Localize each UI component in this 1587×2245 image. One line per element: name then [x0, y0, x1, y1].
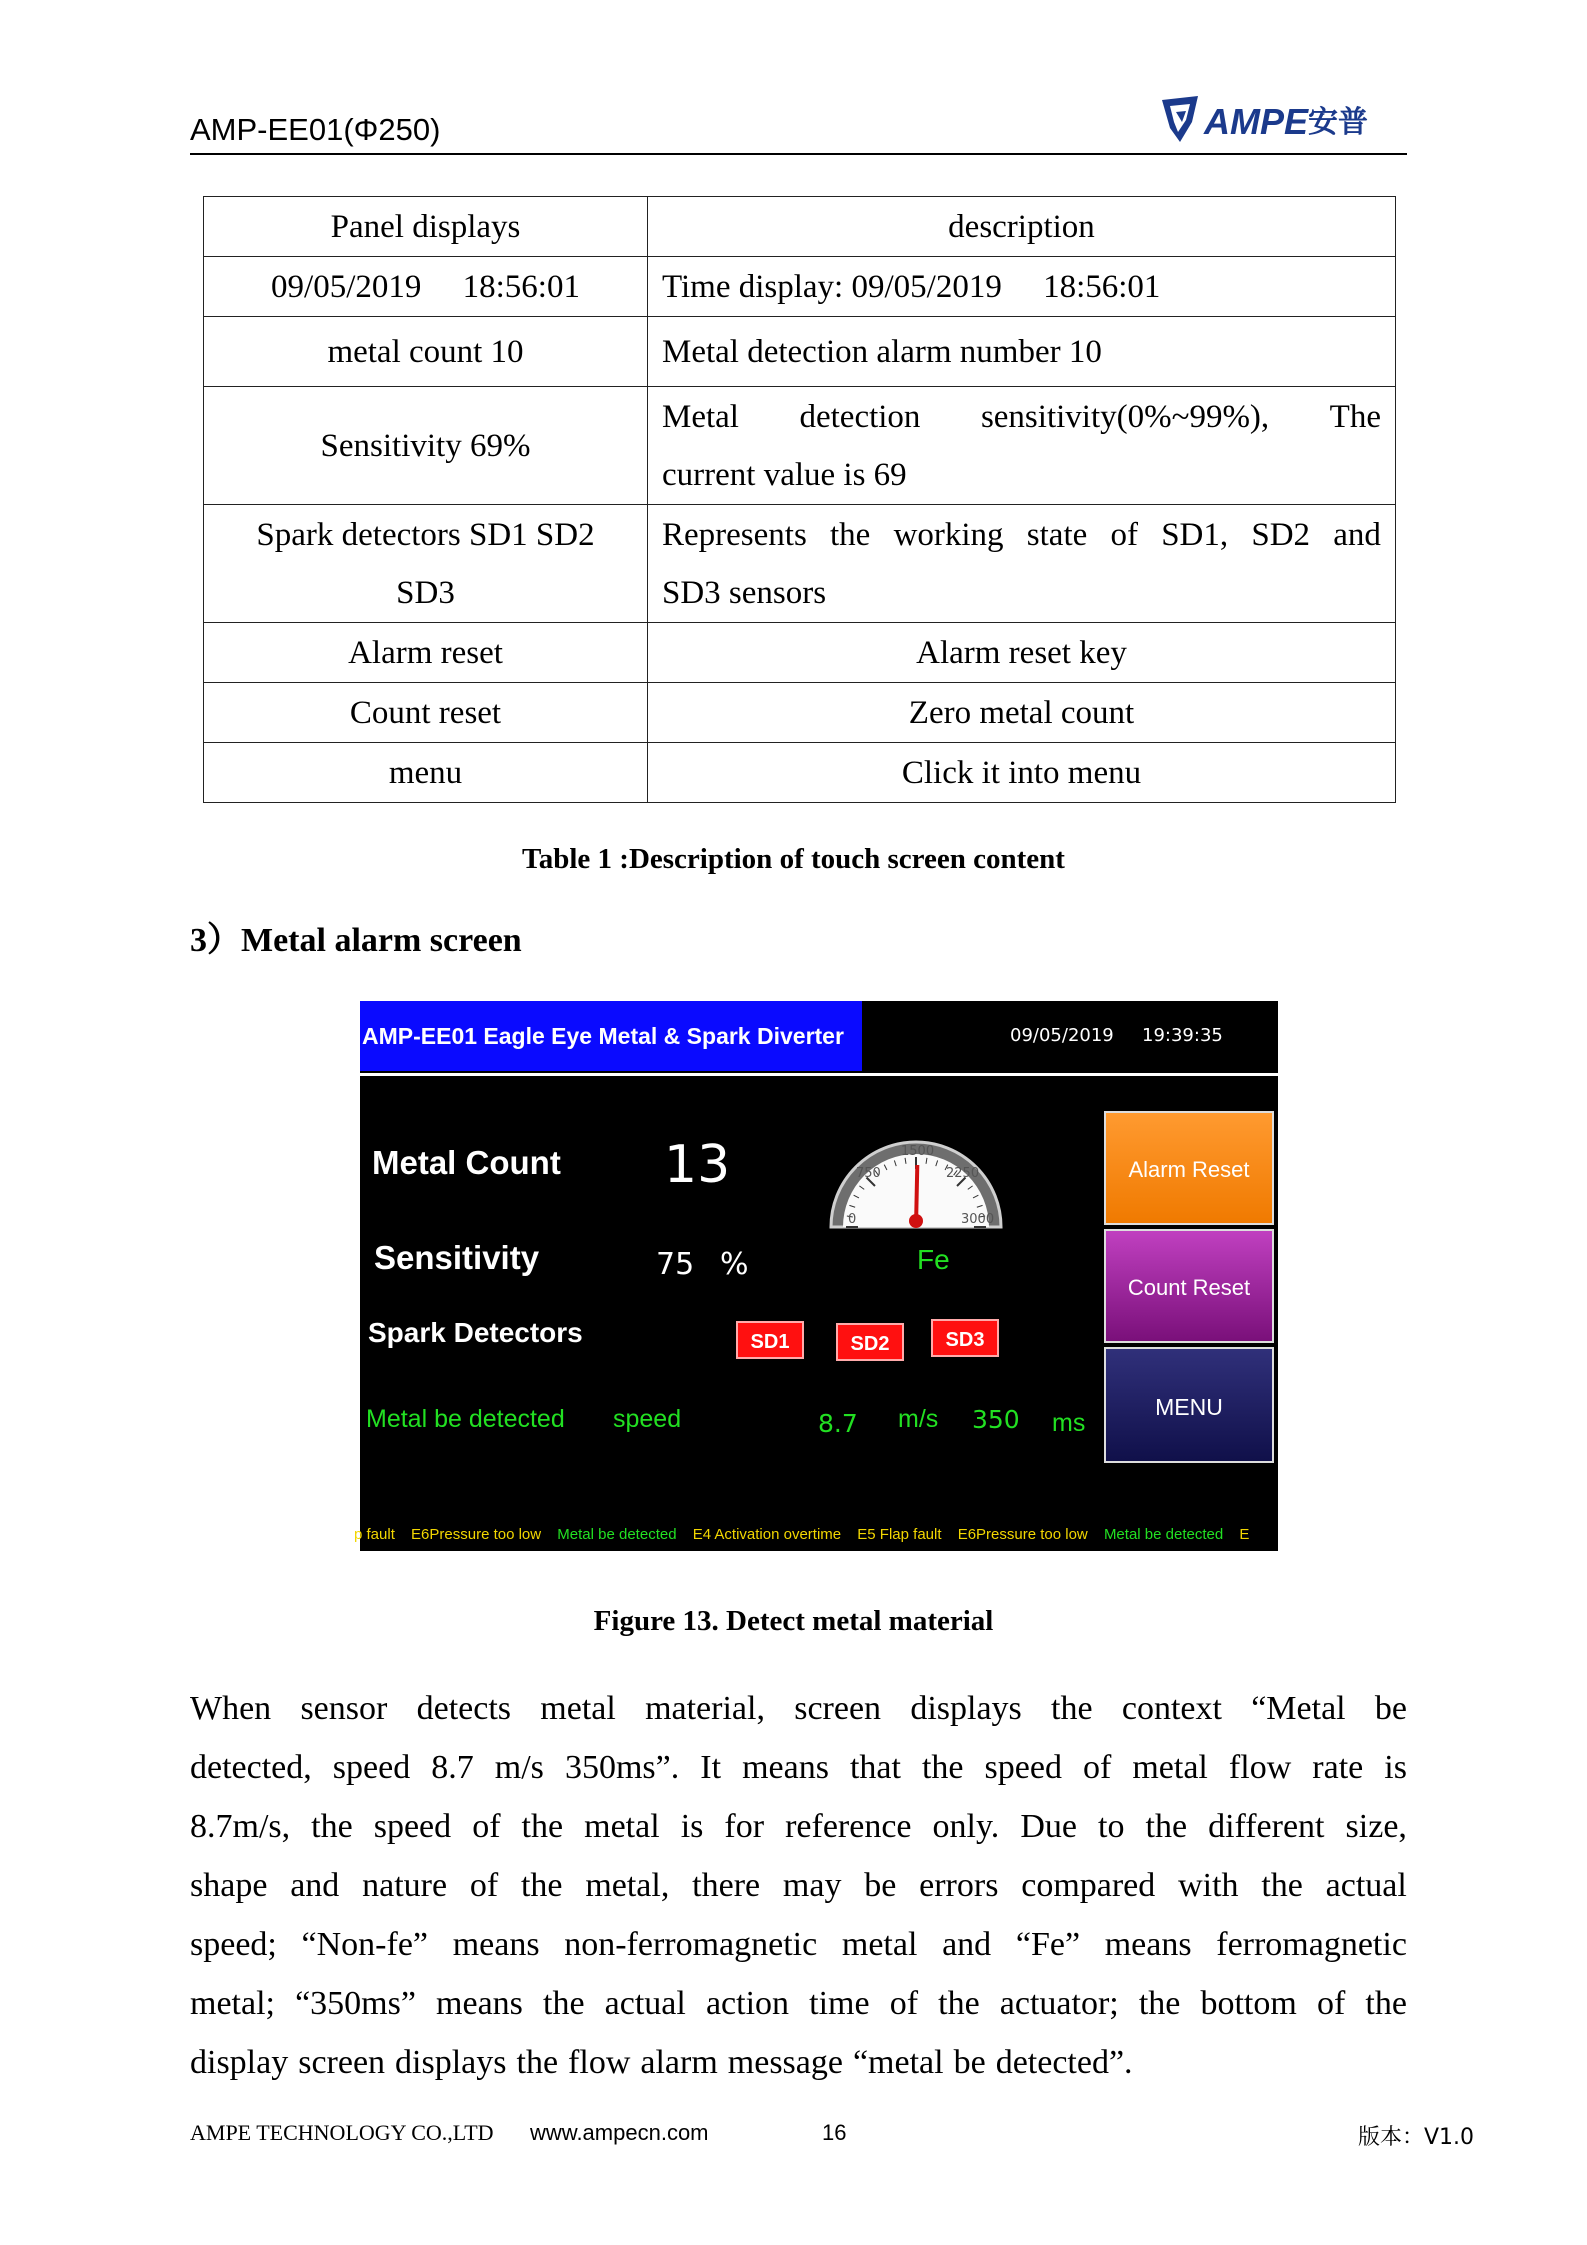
paragraph-word: metal — [540, 1690, 616, 1727]
paragraph-word: screen — [298, 2044, 386, 2081]
table-cell-description: Alarm reset key — [648, 623, 1396, 683]
paragraph-word: be — [953, 2044, 986, 2081]
sensitivity-unit: % — [720, 1247, 749, 1282]
paragraph-line — [190, 1738, 1407, 1797]
footer-company: AMPE TECHNOLOGY CO.,LTD — [190, 2120, 494, 2145]
paragraph-word: m/s — [494, 1749, 544, 1786]
sensitivity-value: 75 — [656, 1247, 695, 1282]
paragraph-word: is — [1384, 1749, 1407, 1786]
ticker-item: E6Pressure too low — [411, 1526, 542, 1543]
paragraph-word: the — [543, 1985, 585, 2022]
paragraph-line — [190, 1797, 1407, 1856]
paragraph-word: of — [469, 1867, 499, 1904]
count-reset-button[interactable]: Count Reset — [1104, 1229, 1274, 1343]
sd1-indicator: SD1 — [736, 1321, 804, 1359]
table-row — [204, 623, 1396, 683]
table-caption: Table 1 :Description of touch screen content — [522, 843, 1065, 875]
paragraph-word: “metal — [852, 2044, 944, 2081]
table-cell-description: Zero metal count — [648, 683, 1396, 743]
paragraph-word: rate — [1312, 1749, 1364, 1786]
paragraph-word: the — [1145, 1808, 1188, 1845]
word: The — [1329, 398, 1381, 435]
paragraph-word: flow — [1228, 1749, 1292, 1786]
paragraph-word: of — [1316, 1985, 1346, 2022]
table-cell-panel — [204, 505, 648, 623]
paragraph-word: shape — [190, 1867, 268, 1904]
word: of — [1110, 516, 1138, 553]
paragraph-word: size, — [1345, 1808, 1407, 1845]
speed-gauge — [825, 1109, 1007, 1239]
hmi-date: 09/05/2019 — [1010, 1025, 1114, 1046]
paragraph-word: means — [1104, 1926, 1192, 1963]
word: SD2 — [1251, 516, 1311, 553]
word: Metal — [662, 398, 739, 435]
paragraph-word: speed — [332, 1749, 411, 1786]
sd3-indicator: SD3 — [931, 1319, 999, 1357]
ampe-logo — [1158, 92, 1380, 146]
paragraph-word: time — [809, 1985, 870, 2022]
table-row — [204, 683, 1396, 743]
paragraph-word: speed; — [190, 1926, 277, 1963]
paragraph-word: and — [942, 1926, 992, 1963]
paragraph-word: reference — [785, 1808, 912, 1845]
paragraph-word: different — [1208, 1808, 1325, 1845]
gauge-tick-label: 2250 — [946, 1166, 980, 1181]
paragraph-word: metal — [584, 1808, 660, 1845]
paragraph-word: is — [680, 1808, 704, 1845]
gauge-tick-label: 3000 — [961, 1212, 995, 1227]
paragraph-word: When — [190, 1690, 272, 1727]
paragraph-word: screen — [794, 1690, 882, 1727]
paragraph-word: means — [436, 1985, 523, 2022]
paragraph-word: be — [864, 1867, 897, 1904]
paragraph-word: metal, — [585, 1867, 670, 1904]
word: SD1, — [1161, 516, 1229, 553]
paragraph-word: actual — [1325, 1867, 1407, 1904]
speed-label: speed — [613, 1405, 682, 1433]
paragraph-word: the — [520, 1867, 563, 1904]
action-time-value: 350 — [972, 1405, 1020, 1434]
table-cell-panel: 09/05/2019 18:56:01 — [204, 257, 648, 317]
paragraph-word: the — [1138, 1985, 1181, 2022]
hmi-title-bar: AMP-EE01 Eagle Eye Metal & Spark Diverter — [360, 1001, 862, 1071]
table-cell-description — [648, 387, 1396, 505]
footer-website: www.ampecn.com — [530, 2120, 709, 2145]
paragraph-word: nature — [362, 1867, 448, 1904]
paragraph-word: displays — [910, 1690, 1022, 1727]
table-row — [204, 257, 1396, 317]
sd2-indicator: SD2 — [836, 1323, 904, 1361]
word: working — [893, 516, 1004, 553]
justified-line — [662, 388, 1381, 446]
table-row — [204, 387, 1396, 505]
paragraph-word: Due — [1020, 1808, 1077, 1845]
paragraph-word: for — [724, 1808, 765, 1845]
paragraph-word: only. — [932, 1808, 1000, 1845]
metal-type: Fe — [917, 1244, 950, 1275]
paragraph-word: the — [1051, 1690, 1093, 1727]
paragraph-word: the — [521, 1808, 564, 1845]
paragraph-word: to — [1098, 1808, 1125, 1845]
paragraph-word: metal — [841, 1926, 918, 1963]
paragraph-word: “Fe” — [1015, 1926, 1081, 1963]
paragraph-line — [190, 1915, 1407, 1974]
metal-count-value: 13 — [664, 1135, 731, 1195]
paragraph-word: “Non-fe” — [301, 1926, 429, 1963]
hmi-divider — [360, 1073, 1278, 1076]
paragraph-word: the — [938, 1985, 980, 2022]
line: SD3 — [396, 574, 455, 611]
line: Spark detectors SD1 SD2 — [256, 516, 595, 553]
table-row — [204, 505, 1396, 623]
line: current value is 69 — [662, 456, 907, 493]
paragraph-word: speed — [984, 1749, 1062, 1786]
paragraph-word: that — [849, 1749, 901, 1786]
paragraph-word: displays — [395, 2044, 507, 2081]
paragraph-word: context — [1121, 1690, 1222, 1727]
paragraph-word: the — [1261, 1867, 1303, 1904]
document-header-title: AMP-EE01(Φ250) — [190, 112, 441, 147]
section-heading: 3）Metal alarm screen — [190, 922, 522, 959]
ticker-item: E4 Activation overtime — [692, 1526, 842, 1543]
sensitivity-label: Sensitivity — [374, 1239, 540, 1276]
paragraph-word: “Metal — [1251, 1690, 1346, 1727]
figure-caption: Figure 13. Detect metal material — [593, 1605, 994, 1637]
table-cell-panel: Sensitivity 69% — [204, 387, 648, 505]
speed-value: 8.7 — [818, 1409, 858, 1438]
paragraph-word: there — [692, 1867, 761, 1904]
table-cell-description: Time display: 09/05/2019 18:56:01 — [648, 257, 1396, 317]
word: the — [830, 516, 871, 553]
paragraph-word: compared — [1021, 1867, 1156, 1904]
hmi-time: 19:39:35 — [1142, 1025, 1223, 1046]
paragraph-word: ferromagnetic — [1216, 1926, 1407, 1963]
paragraph-word: 8.7 — [431, 1749, 474, 1786]
table-cell-panel: Alarm reset — [204, 623, 648, 683]
table-cell-panel: menu — [204, 743, 648, 803]
page-number: 16 — [822, 2120, 847, 2145]
gauge-tick-label: 750 — [856, 1166, 881, 1181]
paragraph-word: be — [1374, 1690, 1407, 1727]
document-version: 版本：V1.0 — [1358, 2125, 1475, 2150]
paragraph-word: It — [700, 1749, 722, 1786]
ticker-item: Metal be detected — [557, 1526, 677, 1543]
table-cell-description: Metal detection alarm number 10 — [648, 317, 1396, 387]
ticker-item: p fault — [354, 1526, 395, 1543]
paragraph-word: the — [516, 2044, 559, 2081]
menu-button[interactable]: MENU — [1104, 1347, 1274, 1463]
paragraph-word: 8.7m/s, — [190, 1808, 291, 1845]
paragraph-word: non-ferromagnetic — [564, 1926, 818, 1963]
gauge-hub — [909, 1214, 923, 1228]
table-header-cell: Panel displays — [204, 197, 648, 257]
paragraph-word: of — [472, 1808, 501, 1845]
alarm-ticker — [354, 1526, 1261, 1543]
paragraph-word: the — [1365, 1985, 1407, 2022]
svg-text:安普: 安普 — [1308, 105, 1368, 140]
paragraph-word: action — [705, 1985, 790, 2022]
paragraph-word: 350ms”. — [564, 1749, 680, 1786]
paragraph-line — [190, 1856, 1407, 1915]
action-time-unit: ms — [1052, 1409, 1086, 1437]
paragraph-word: detected, — [190, 1749, 312, 1786]
paragraph-word: “350ms” — [295, 1985, 416, 2022]
paragraph-word: detected”. — [995, 2044, 1133, 2081]
metal-count-label: Metal Count — [372, 1144, 561, 1181]
paragraph-word: speed — [373, 1808, 452, 1845]
paragraph-word: message — [727, 2044, 843, 2081]
table-cell-panel: Count reset — [204, 683, 648, 743]
table-row — [204, 743, 1396, 803]
paragraph-word: of — [1083, 1749, 1112, 1786]
paragraph-word: with — [1178, 1867, 1239, 1904]
paragraph-line — [190, 2033, 1407, 2092]
gauge-tick-label: 1500 — [901, 1144, 935, 1159]
speed-unit: m/s — [898, 1405, 939, 1433]
paragraph-word: material, — [645, 1690, 765, 1727]
body-paragraph — [190, 1679, 1407, 2092]
paragraph-word: may — [782, 1867, 842, 1904]
table-cell-description: Click it into menu — [648, 743, 1396, 803]
alarm-reset-button[interactable]: Alarm Reset — [1104, 1111, 1274, 1225]
header-rule — [190, 153, 1407, 155]
table-cell-panel: metal count 10 — [204, 317, 648, 387]
paragraph-word: sensor — [300, 1690, 388, 1727]
paragraph-word: flow — [568, 2044, 631, 2081]
paragraph-word: metal; — [190, 1985, 275, 2022]
ticker-item: Metal be detected — [1103, 1526, 1224, 1543]
justified-line — [662, 506, 1381, 564]
word: sensitivity(0%~99%), — [980, 398, 1270, 435]
line: SD3 sensors — [662, 574, 827, 611]
word: detection — [799, 398, 921, 435]
paragraph-word: bottom — [1200, 1985, 1297, 2022]
table-row — [204, 317, 1396, 387]
table-cell-description — [648, 505, 1396, 623]
word: and — [1333, 516, 1381, 553]
paragraph-word: errors — [919, 1867, 999, 1904]
paragraph-word: display — [190, 2044, 289, 2081]
spark-detectors-label: Spark Detectors — [368, 1317, 583, 1348]
paragraph-word: means — [452, 1926, 540, 1963]
paragraph-word: of — [889, 1985, 919, 2022]
paragraph-line — [190, 1679, 1407, 1738]
word: state — [1026, 516, 1088, 553]
table-header-cell: description — [648, 197, 1396, 257]
ticker-item: E6Pressure too low — [957, 1526, 1088, 1543]
metal-detected-status: Metal be detected — [366, 1405, 565, 1433]
table-header-row — [204, 197, 1396, 257]
paragraph-word: the — [311, 1808, 353, 1845]
touch-screen-description-table — [203, 196, 1396, 803]
svg-text:AMPE: AMPE — [1204, 101, 1309, 142]
paragraph-word: metal — [1132, 1749, 1208, 1786]
paragraph-word: actuator; — [999, 1985, 1119, 2022]
paragraph-word: detects — [416, 1690, 512, 1727]
paragraph-word: the — [921, 1749, 964, 1786]
ticker-item: E5 Flap fault — [857, 1526, 942, 1543]
word: Represents — [662, 516, 807, 553]
paragraph-word: and — [290, 1867, 340, 1904]
paragraph-word: alarm — [640, 2044, 718, 2081]
ticker-item: E — [1239, 1526, 1250, 1543]
gauge-tick-label: 0 — [848, 1212, 857, 1227]
paragraph-word: actual — [604, 1985, 686, 2022]
paragraph-line — [190, 1974, 1407, 2033]
hmi-screen — [354, 1001, 1278, 1551]
paragraph-word: means — [742, 1749, 829, 1786]
